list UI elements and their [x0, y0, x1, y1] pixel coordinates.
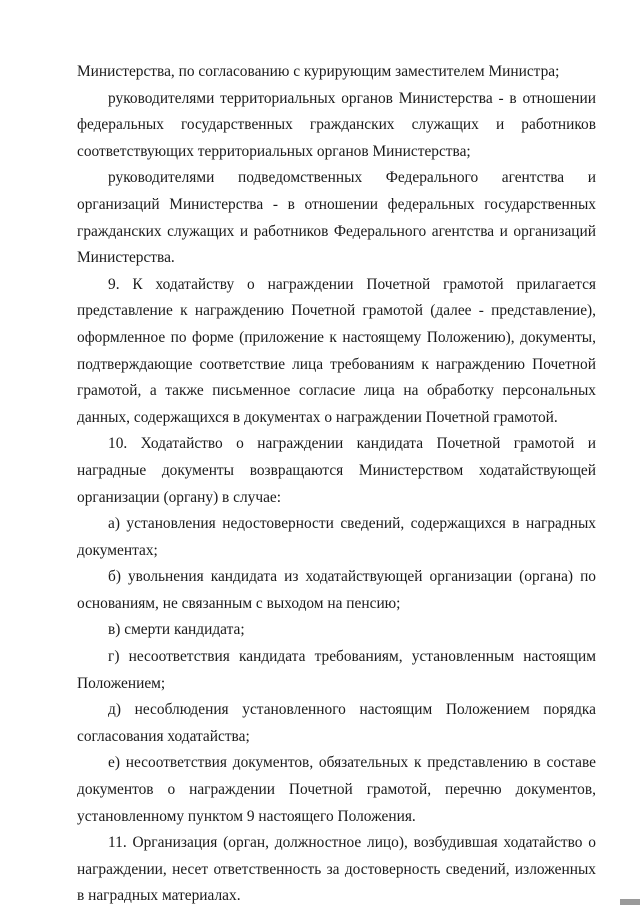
paragraph-agency-heads: руководителями подведомственных Федерального агентства и организаций Министерства - в отношении федеральных государственных гражданских служащих и работников Федерального агентства и организаций Министерства. [77, 169, 596, 267]
paragraph-item-10b: б) увольнения кандидата из ходатайствующей организации (органа) по основаниям, не связанным с выходом на пенсию; [77, 568, 596, 612]
scan-edge-mark [620, 899, 640, 905]
paragraph-item-9: 9. К ходатайству о награждении Почетной грамотой прилагается представление к награждению Почетной грамотой (далее - представление), оформленное по форме (приложение к настоящему Положению), документы, подтверждающие соответствие лица требованиям к награждению Почетной грамотой, а также письменное согласие лица на обработку персональных данных, содержащихся в документах о награждении Почетной грамотой. [77, 275, 596, 426]
document-body [77, 59, 596, 910]
paragraph-continuation: Министерства, по согласованию с курирующим заместителем Министра; [77, 63, 560, 80]
paragraph-territorial-heads: руководителями территориальных органов Министерства - в отношении федеральных государственных гражданских служащих и работников соответствующих территориальных органов Министерства; [77, 89, 596, 160]
paragraph-item-11: 11. Организация (орган, должностное лицо), возбудившая ходатайство о награждении, несет ответственность за достоверность сведений, изложенных в наградных материалах. [77, 834, 596, 905]
paragraph-item-10e: е) несоответствия документов, обязательных к представлению в составе документов о награждении Почетной грамотой, перечню документов, установленному пунктом 9 настоящего Положения. [77, 754, 596, 825]
paragraph-item-10g: г) несоответствия кандидата требованиям, установленным настоящим Положением; [77, 648, 596, 692]
paragraph-item-10a: а) установления недостоверности сведений, содержащихся в наградных документах; [77, 515, 596, 559]
paragraph-item-10v: в) смерти кандидата; [108, 621, 245, 639]
paragraph-item-10d: д) несоблюдения установленного настоящим Положением порядка согласования ходатайства; [77, 701, 596, 745]
paragraph-item-10: 10. Ходатайство о награждении кандидата Почетной грамотой и наградные документы возвращаются Министерством ходатайствующей организации (органу) в случае: [77, 435, 596, 506]
